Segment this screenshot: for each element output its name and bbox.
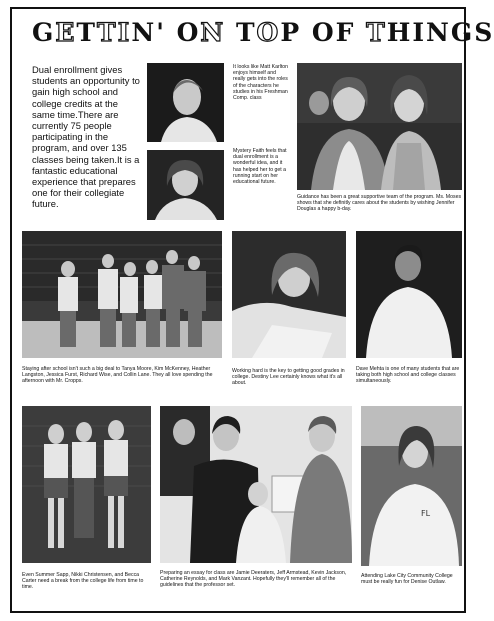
photo-guidance [297,63,462,190]
caption-lakecity: Attending Lake City Community College must be really fun for Denise Outlaw. [361,573,453,586]
title-letter: O [176,18,201,47]
caption-essay: Preparing an essay for class are Jamie Deeraters, Jeff Armstead, Kevin Jackson, Catherine Reynolds, and Mark Vanzant. Hopefully they'll remember all of the guidelines that the professor set. [160,570,347,589]
photo-mystery [147,150,224,220]
photo-group [22,231,222,358]
caption-guidance: Guidance has been a great supportive team of the program. Ms. Moses shows that she definitly cares about the students by wishing Jennifer Douglas a happy b-day. [297,194,462,213]
title-letter: T [235,18,257,47]
title-letter: T [76,18,98,47]
caption-staying: Staying after school isn't such a big deal to Tanya Moore, Kim McKenney, Heather Langston, Jessica Furst, Richard Wise, and Collin Lane. They all love spending the afternoon with Mr. Cropps. [22,366,213,385]
title-letter: ' [156,18,166,47]
title-letter: O [311,18,336,47]
title-letter: T [97,18,118,47]
photo-cheer [22,406,151,563]
title-letter: G [450,18,475,47]
title-letter: I [117,18,132,47]
title-letter: F [335,18,356,47]
caption-working: Working hard is the key to getting good grades in college. Destiny Lee certainly knows what it's all about. [232,368,345,387]
intro-paragraph: Dual enrollment gives students an opportunity to gain high school and college credits at the same time.There are currently 75 people participating in the program, and over 135 classes being taken.It is a fantastic educational experience that prepares one for their collegiate future. [32,64,140,210]
photo-matt [147,63,224,142]
caption-summer: Even Summer Sapp, Nikki Christensen, and Becca Carter need a break from the college life from time to time. [22,572,144,591]
title-letter: P [280,18,302,47]
title-letter: H [386,18,413,47]
title-letter [301,18,312,47]
title-letter: S [474,18,494,47]
title-letter: G [32,18,56,47]
photo-dave [356,231,462,358]
photo-computer [160,406,352,563]
title-letter: T [366,18,387,47]
title-letter: N [200,18,226,47]
caption-matt: It looks like Matt Karlton enjoys himself and really gets into the roles of the characters he studies in his Freshman Comp. class [233,64,289,102]
caption-mystery: Mystery Faith feels that dual enrollment is a wonderful idea, and it has helped her to get a running start on her educational future. [233,148,287,186]
svg-text:FL: FL [421,509,431,518]
title-letter [225,18,236,47]
page-title [32,18,494,54]
title-letter: I [412,18,427,47]
title-letter [166,18,177,47]
title-letter: E [55,18,77,47]
photo-writing [232,231,346,358]
title-letter: O [256,18,281,47]
title-letter: N [131,18,157,47]
title-letter [355,18,366,47]
title-letter: N [426,18,451,47]
caption-dave: Dave Mehta is one of many students that are taking both high school and college classes simultaneously. [356,366,460,385]
photo-denise [361,406,462,566]
